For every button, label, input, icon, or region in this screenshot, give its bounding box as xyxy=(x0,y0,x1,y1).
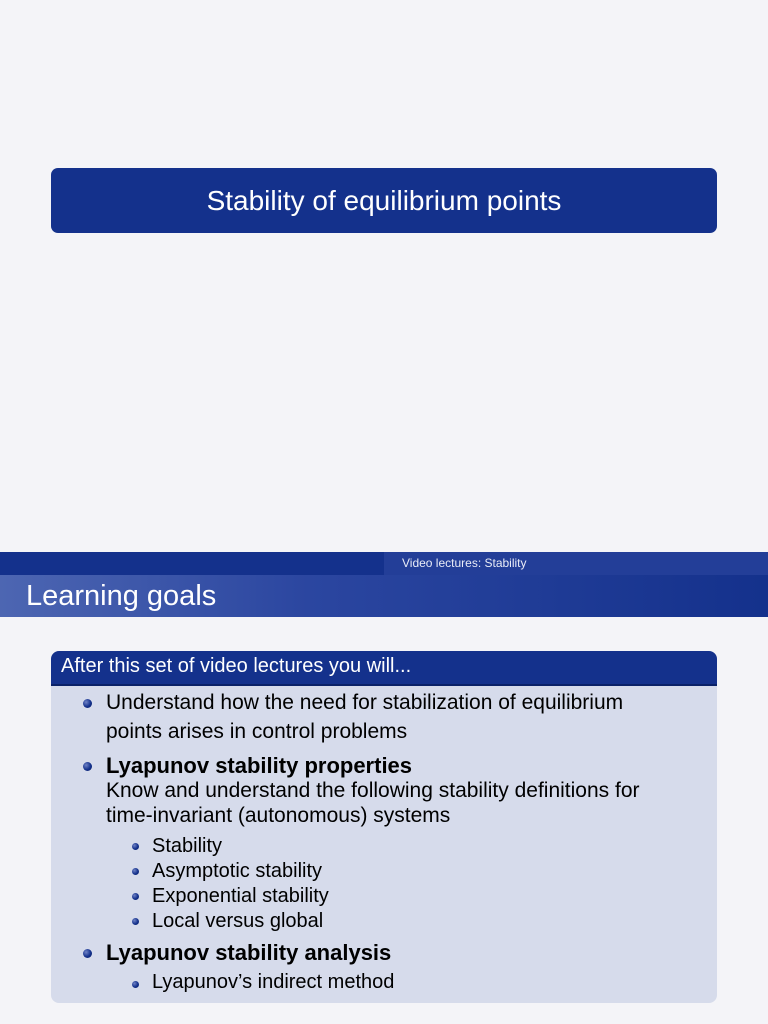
slide-title: Stability of equilibrium points xyxy=(51,168,717,233)
goal-2-line-1: Know and understand the following stability definitions for xyxy=(106,779,640,802)
headline-bar xyxy=(0,552,768,575)
headline-section: Video lectures: Stability xyxy=(384,552,768,575)
block-title: After this set of video lectures you will... xyxy=(51,651,717,686)
goal-2-sub-4: Local versus global xyxy=(152,910,324,932)
sub-bullet-icon xyxy=(132,843,139,850)
sub-bullet-icon xyxy=(132,868,139,875)
goal-2-sub-3: Exponential stability xyxy=(152,885,329,907)
goal-2-heading: Lyapunov stability properties xyxy=(106,753,413,778)
frame-title: Learning goals xyxy=(0,575,768,617)
sub-bullet-icon xyxy=(132,981,139,988)
goal-2-sub-2: Asymptotic stability xyxy=(152,860,323,882)
sub-bullet-icon xyxy=(132,893,139,900)
goal-2-sub-1: Stability xyxy=(152,835,223,857)
goal-2-line-2: time-invariant (autonomous) systems xyxy=(106,804,451,827)
goal-1-line-1: Understand how the need for stabilization of equilibrium xyxy=(106,691,624,714)
goal-3-sub-1: Lyapunov’s indirect method xyxy=(152,971,395,993)
bullet-icon xyxy=(83,949,92,958)
sub-bullet-icon xyxy=(132,918,139,925)
bullet-icon xyxy=(83,762,92,771)
goal-1-line-2: points arises in control problems xyxy=(106,720,408,743)
headline-left xyxy=(0,552,384,575)
bullet-icon xyxy=(83,699,92,708)
goal-3-heading: Lyapunov stability analysis xyxy=(106,940,392,965)
learning-goals-block xyxy=(51,651,717,1003)
